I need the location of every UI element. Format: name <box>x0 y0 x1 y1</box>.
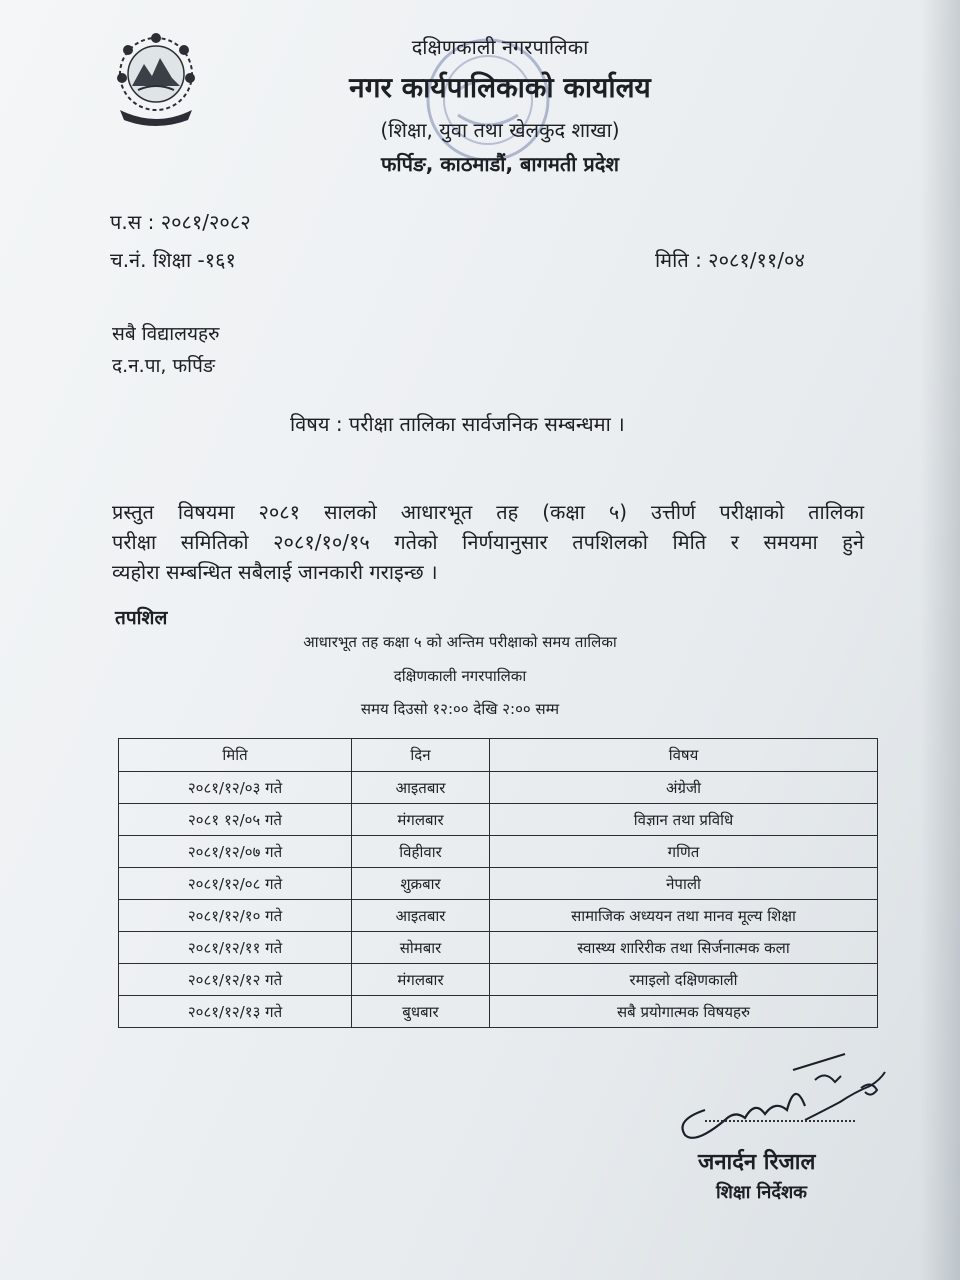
addressee-line-1: सबै विद्यालयहरु <box>112 323 220 345</box>
chalani-number: च.नं. शिक्षा -१६१ <box>110 248 236 272</box>
cell-subject: रमाइलो दक्षिणकाली <box>490 964 878 996</box>
letter-subject: विषय : परीक्षा तालिका सार्वजनिक सम्बन्धमा । <box>290 412 625 436</box>
section-name: (शिक्षा, युवा तथा खेलकुद शाखा) <box>380 118 620 142</box>
table-row <box>119 932 878 964</box>
table-row <box>119 964 878 996</box>
cell-subject: नेपाली <box>490 868 878 900</box>
cell-subject: अंग्रेजी <box>490 772 878 804</box>
cell-day: शुक्रबार <box>352 868 490 900</box>
table-row <box>119 836 878 868</box>
nepal-emblem-icon <box>108 28 204 128</box>
cell-subject: स्वास्थ्य शारिरीक तथा सिर्जनात्मक कला <box>490 932 878 964</box>
table-caption-municipality: दक्षिणकाली नगरपालिका <box>393 667 527 685</box>
column-header-subject: विषय <box>490 739 878 772</box>
table-caption-title: आधारभूत तह कक्षा ५ को अन्तिम परीक्षाको समय तालिका <box>303 633 617 651</box>
cell-subject: गणित <box>490 836 878 868</box>
office-location: फर्पिङ, काठमाडौं, बागमती प्रदेश <box>381 152 619 176</box>
table-header-row <box>119 739 878 772</box>
handwritten-signature <box>665 1040 905 1150</box>
table-row <box>119 804 878 836</box>
signatory-title: शिक्षा निर्देशक <box>716 1182 808 1203</box>
cell-day: आइतबार <box>352 772 490 804</box>
table-row <box>119 772 878 804</box>
cell-date: २०८१/१२/०३ गते <box>119 772 352 804</box>
cell-date: २०८१/१२/०७ गते <box>119 836 352 868</box>
cell-subject: सामाजिक अध्ययन तथा मानव मूल्य शिक्षा <box>490 900 878 932</box>
body-line-3: व्यहोरा सम्बन्धित सबैलाई जानकारी गराइन्छ । <box>112 560 438 584</box>
tapashil-heading: तपशिल <box>115 607 168 629</box>
cell-date: २०८१/१२/१० गते <box>119 900 352 932</box>
cell-subject: सबै प्रयोगात्मक विषयहरु <box>490 996 878 1028</box>
cell-day: मंगलबार <box>352 964 490 996</box>
cell-subject: विज्ञान तथा प्रविधि <box>490 804 878 836</box>
cell-day: बुधबार <box>352 996 490 1028</box>
patra-sankhya: प.स : २०८१/२०८२ <box>110 210 251 234</box>
exam-schedule-table <box>118 738 878 1028</box>
column-header-date: मिति <box>119 739 352 772</box>
cell-date: २०८१/१२/१२ गते <box>119 964 352 996</box>
cell-date: २०८१/१२/११ गते <box>119 932 352 964</box>
signatory-name: जनार्दन रिजाल <box>698 1150 816 1175</box>
table-caption-time: समय दिउसो १२:०० देखि २:०० सम्म <box>360 700 560 718</box>
table-row <box>119 900 878 932</box>
body-line-2: परीक्षा समितिको २०८१/१०/१५ गतेको निर्णयानुसार तपशिलको मिति र समयमा हुने <box>112 530 864 554</box>
cell-day: विहीवार <box>352 836 490 868</box>
municipality-name: दक्षिणकाली नगरपालिका <box>411 35 589 59</box>
cell-day: सोमबार <box>352 932 490 964</box>
cell-date: २०८१/१२/१३ गते <box>119 996 352 1028</box>
page-edge-shadow <box>920 0 960 1280</box>
column-header-day: दिन <box>352 739 490 772</box>
table-row <box>119 868 878 900</box>
office-name: नगर कार्यपालिकाको कार्यालय <box>349 71 651 104</box>
letter-date: मिति : २०८१/११/०४ <box>655 248 805 272</box>
addressee-line-2: द.न.पा, फर्पिङ <box>112 355 215 377</box>
cell-day: मंगलबार <box>352 804 490 836</box>
cell-day: आइतबार <box>352 900 490 932</box>
table-row <box>119 996 878 1028</box>
cell-date: २०८१/१२/०८ गते <box>119 868 352 900</box>
body-line-1: प्रस्तुत विषयमा २०८१ सालको आधारभूत तह (कक्षा ५) उत्तीर्ण परीक्षाको तालिका <box>112 500 864 524</box>
signature-dotted-line <box>705 1120 855 1122</box>
cell-date: २०८१ १२/०५ गते <box>119 804 352 836</box>
